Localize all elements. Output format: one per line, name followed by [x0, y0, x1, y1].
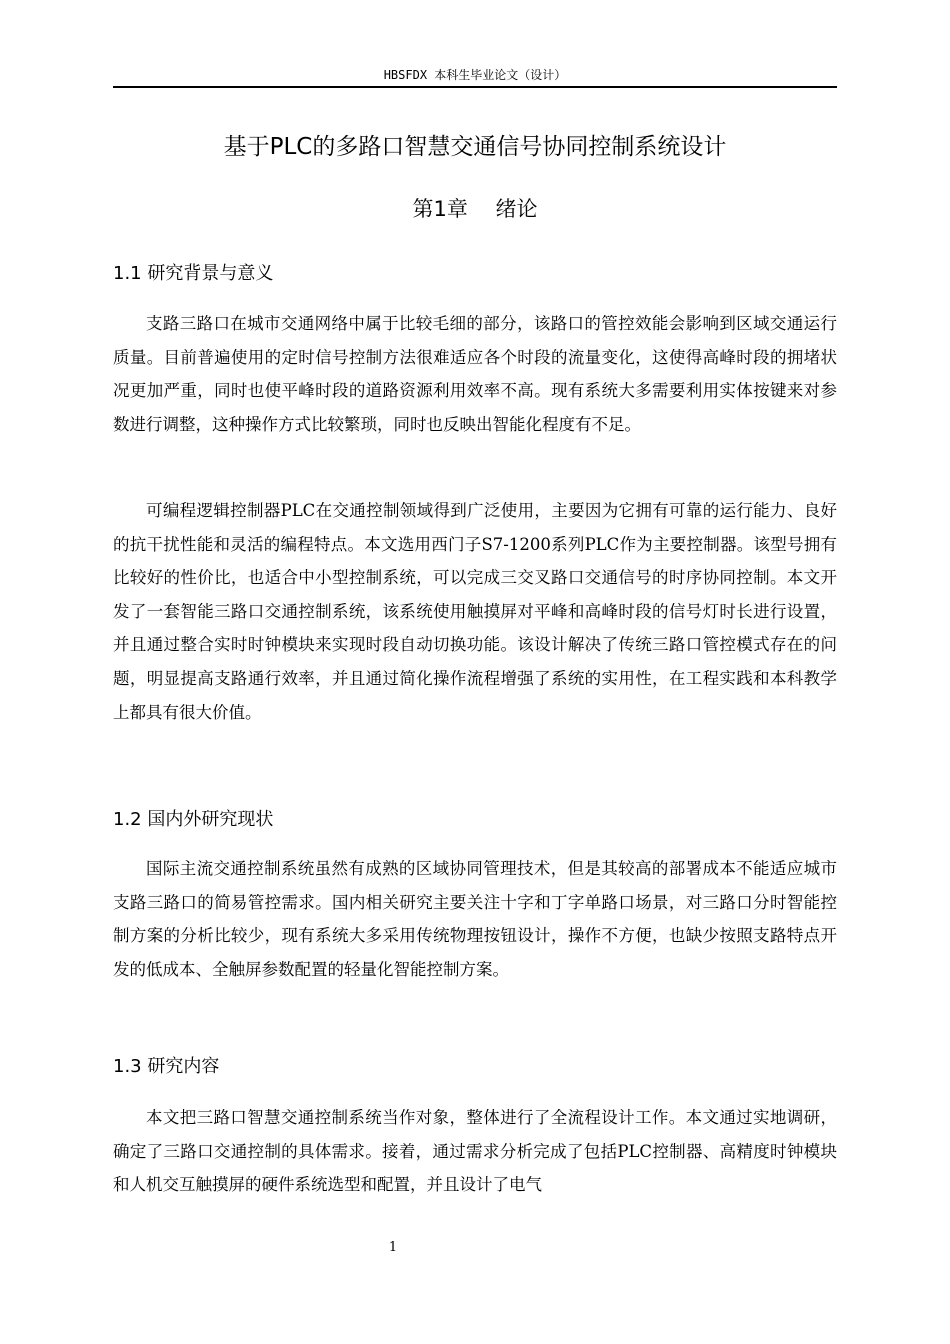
section-heading-1-2: 1.2 国内外研究现状 [113, 809, 274, 830]
section-heading-1-3: 1.3 研究内容 [113, 1056, 220, 1077]
page-number: 1 [388, 1240, 398, 1255]
thesis-title: 基于PLC的多路口智慧交通信号协同控制系统设计 [223, 134, 727, 160]
running-header: HBSFDX 本科生毕业论文（设计） [113, 64, 837, 88]
paragraph-research-status: 国际主流交通控制系统虽然有成熟的区域协同管理技术，但是其较高的部署成本不能适应城市支路三路口的简易管控需求。国内相关研究主要关注十字和丁字单路口场景，对三路口分时智能控制方案的分析比较少，现有系统大多采用传统物理按钮设计，操作不方便，也缺少按照支路特点开发的低成本、全触屏参数配置的轻量化智能控制方案。 [113, 859, 837, 979]
paragraph-plc-design: 可编程逻辑控制器PLC在交通控制领域得到广泛使用，主要因为它拥有可靠的运行能力、良好的抗干扰性能和灵活的编程特点。本文选用西门子S7-1200系列PLC作为主要控制器。该型号拥有比较好的性价比，也适合中小型控制系统，可以完成三交叉路口交通信号的时序协同控制。本文开发了一套智能三路口交通控制系统，该系统使用触摸屏对平峰和高峰时段的信号灯时长进行设置，并且通过整合实时时钟模块来实现时段自动切换功能。该设计解决了传统三路口管控模式存在的问题，明显提高支路通行效率，并且通过简化操作流程增强了系统的实用性，在工程实践和本科教学上都具有很大价值。 [113, 501, 837, 722]
paragraph-research-content: 本文把三路口智慧交通控制系统当作对象，整体进行了全流程设计工作。本文通过实地调研，确定了三路口交通控制的具体需求。接着，通过需求分析完成了包括PLC控制器、高精度时钟模块和人机交互触摸屏的硬件系统选型和配置，并且设计了电气 [113, 1108, 837, 1195]
section-heading-1-1: 1.1 研究背景与意义 [113, 263, 274, 284]
paragraph-background: 支路三路口在城市交通网络中属于比较毛细的部分，该路口的管控效能会影响到区域交通运行质量。目前普遍使用的定时信号控制方法很难适应各个时段的流量变化，这使得高峰时段的拥堵状况更加严重，同时也使平峰时段的道路资源利用效率不高。现有系统大多需要利用实体按键来对参数进行调整，这种操作方式比较繁琐，同时也反映出智能化程度有不足。 [113, 314, 837, 434]
chapter-heading: 第1章 绪论 [412, 197, 538, 221]
